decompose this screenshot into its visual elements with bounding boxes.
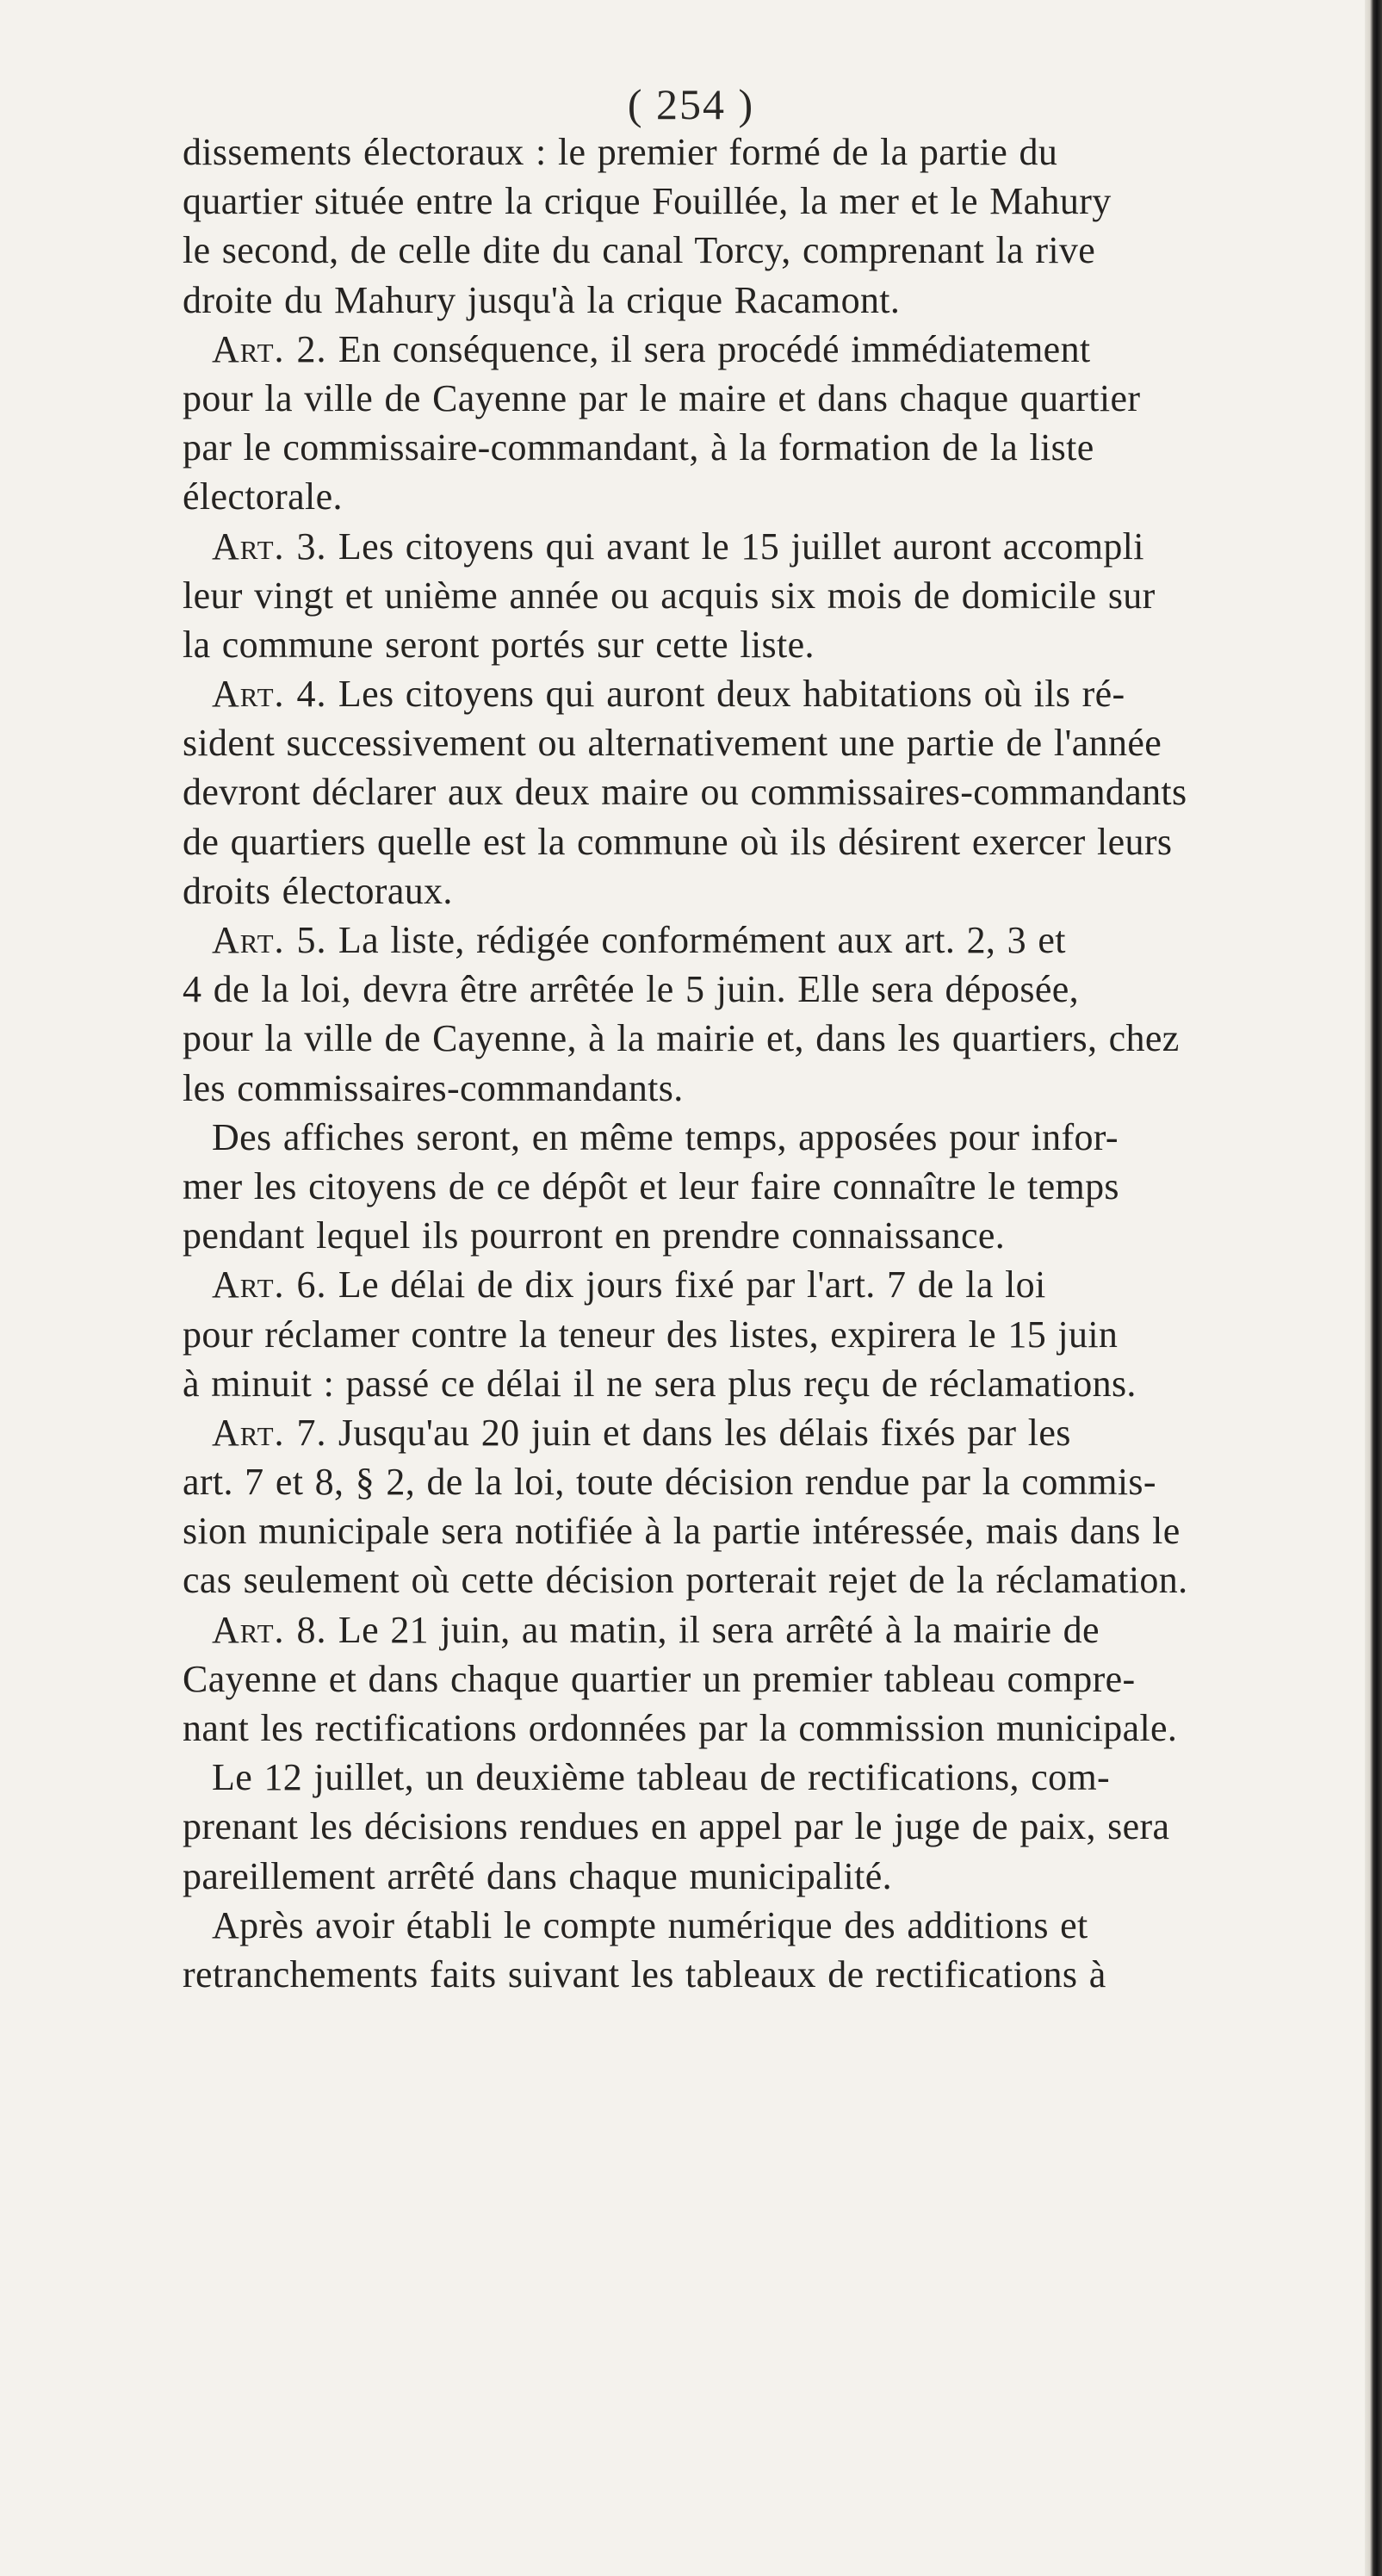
- text-line: [183, 1704, 1375, 1753]
- article-label: Art. 2.: [212, 327, 327, 370]
- text-line: [183, 1064, 1375, 1113]
- line-text: pendant lequel ils pourront en prendre connaissance.: [183, 1214, 1006, 1257]
- article-label: Art. 3.: [212, 525, 327, 568]
- text-line: [183, 1162, 1375, 1211]
- line-text: 4 de la loi, devra être arrêtée le 5 juin. Elle sera déposée,: [183, 968, 1079, 1011]
- text-line: [183, 1359, 1375, 1408]
- line-text: Jusqu'au 20 juin et dans les délais fixés par les: [326, 1411, 1071, 1454]
- text-line: [183, 1802, 1375, 1851]
- line-text: Les citoyens qui avant le 15 juillet auront accompli: [326, 525, 1144, 568]
- line-text: La liste, rédigée conformément aux art. 2, 3 et: [326, 919, 1066, 961]
- line-text: Le délai de dix jours fixé par l'art. 7 de la loi: [326, 1263, 1046, 1307]
- line-text: dissements électoraux : le premier formé de la partie du: [183, 131, 1058, 173]
- text-line: [183, 177, 1375, 226]
- line-text: nant les rectifications ordonnées par la commission municipale.: [183, 1707, 1178, 1749]
- article-label: Art. 6.: [212, 1263, 327, 1307]
- line-text: retranchements faits suivant les tableaux de rectifications à: [183, 1952, 1106, 1996]
- line-text: pour réclamer contre la teneur des listes, expirera le 15 juin: [183, 1313, 1119, 1356]
- line-text: Après avoir établi le compte numérique des additions et: [212, 1903, 1088, 1946]
- text-line: [183, 1113, 1375, 1162]
- text-line: [183, 1506, 1375, 1555]
- line-text: pareillement arrêté dans chaque municipalité.: [183, 1854, 892, 1897]
- text-line: [183, 374, 1375, 423]
- line-text: Cayenne et dans chaque quartier un premier tableau compre-: [183, 1657, 1136, 1700]
- text-line: [183, 1950, 1375, 1999]
- line-text: prenant les décisions rendues en appel par le juge de paix, sera: [183, 1805, 1170, 1848]
- text-line: [183, 1457, 1375, 1506]
- text-line: [183, 1211, 1375, 1260]
- text-line: [183, 620, 1375, 669]
- line-text: pour la ville de Cayenne par le maire et dans chaque quartier: [183, 376, 1141, 419]
- line-text: sion municipale sera notifiée à la partie intéressée, mais dans le: [183, 1510, 1181, 1553]
- line-text: les commissaires-commandants.: [183, 1066, 684, 1109]
- text-line: [183, 1310, 1375, 1359]
- line-text: le second, de celle dite du canal Torcy, comprenant la rive: [183, 229, 1096, 272]
- line-text: Le 12 juillet, un deuxième tableau de rectifications, com-: [212, 1756, 1111, 1799]
- line-text: quartier située entre la crique Fouillée, la mer et le Mahury: [183, 180, 1112, 223]
- line-text: leur vingt et unième année ou acquis six mois de domicile sur: [183, 574, 1156, 617]
- line-text: En conséquence, il sera procédé immédiatement: [326, 327, 1091, 370]
- line-text: Les citoyens qui auront deux habitations où ils ré-: [326, 673, 1125, 716]
- text-line: [183, 127, 1375, 177]
- article-line: [183, 669, 1375, 718]
- article-line: [183, 522, 1375, 571]
- article-line: [183, 1408, 1375, 1457]
- line-text: à minuit : passé ce délai il ne sera plus reçu de réclamations.: [183, 1362, 1137, 1405]
- line-text: la commune seront portés sur cette liste.: [183, 623, 815, 666]
- text-line: [183, 472, 1375, 521]
- line-text: sident successivement ou alternativement une partie de l'année: [183, 722, 1162, 765]
- line-text: mer les citoyens de ce dépôt et leur faire connaître le temps: [183, 1164, 1119, 1207]
- text-line: [183, 1901, 1375, 1950]
- line-text: de quartiers quelle est la commune où ils désirent exercer leurs: [183, 820, 1173, 863]
- text-line: [183, 866, 1375, 916]
- text-line: [183, 1852, 1375, 1901]
- text-line: [183, 817, 1375, 866]
- text-line: [183, 571, 1375, 620]
- page-binding-edge: [1365, 0, 1382, 2576]
- line-text: pour la ville de Cayenne, à la mairie et, dans les quartiers, chez: [183, 1017, 1180, 1060]
- line-text: devront déclarer aux deux maire ou commissaires-commandants: [183, 771, 1187, 814]
- line-text: cas seulement où cette décision porterait rejet de la réclamation.: [183, 1559, 1188, 1602]
- article-label: Art. 4.: [212, 673, 327, 716]
- article-line: [183, 1260, 1375, 1309]
- article-label: Art. 8.: [212, 1608, 327, 1651]
- line-text: électorale.: [183, 475, 343, 518]
- text-line: [183, 1753, 1375, 1802]
- text-line: [183, 226, 1375, 275]
- line-text: par le commissaire-commandant, à la formation de la liste: [183, 426, 1094, 469]
- text-line: [183, 1654, 1375, 1704]
- line-text: droite du Mahury jusqu'à la crique Racamont.: [183, 278, 901, 321]
- text-line: [183, 423, 1375, 472]
- line-text: Le 21 juin, au matin, il sera arrêté à la mairie de: [326, 1608, 1100, 1651]
- article-label: Art. 5.: [212, 919, 327, 961]
- text-line: [183, 1555, 1375, 1605]
- body-text: [183, 127, 1375, 1999]
- line-text: art. 7 et 8, § 2, de la loi, toute décision rendue par la commis-: [183, 1461, 1156, 1504]
- text-line: [183, 718, 1375, 767]
- article-line: [183, 916, 1375, 965]
- line-text: Des affiches seront, en même temps, apposées pour infor-: [212, 1115, 1119, 1158]
- line-text: droits électoraux.: [183, 869, 453, 912]
- article-line: [183, 1605, 1375, 1654]
- text-line: [183, 1014, 1375, 1063]
- page-number: ( 254 ): [627, 80, 755, 128]
- text-line: [183, 965, 1375, 1014]
- article-label: Art. 7.: [212, 1411, 327, 1454]
- article-line: [183, 325, 1375, 374]
- text-line: [183, 767, 1375, 816]
- text-line: [183, 276, 1375, 325]
